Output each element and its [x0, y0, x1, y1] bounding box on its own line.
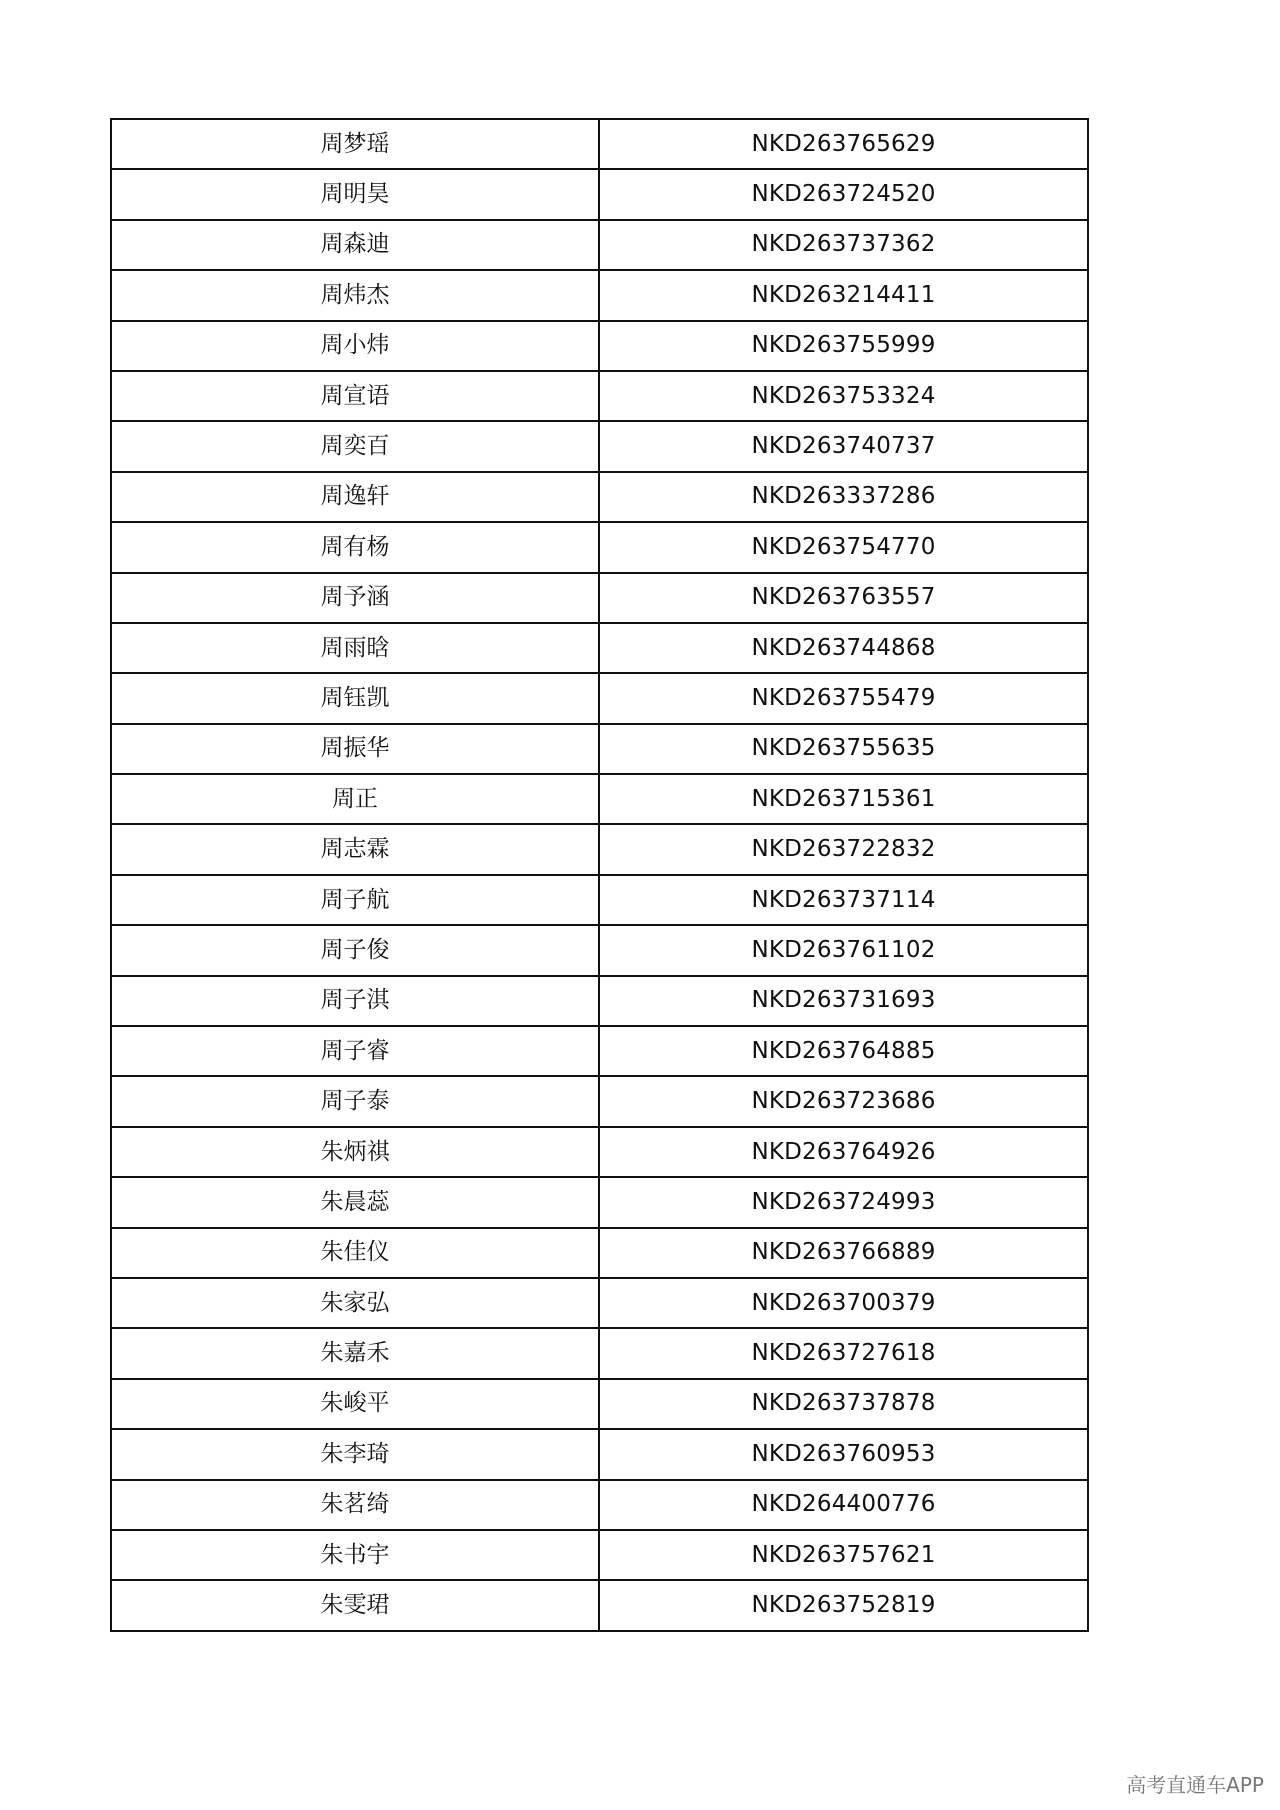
table-row — [111, 270, 1088, 320]
table-row — [111, 1328, 1088, 1378]
student-id-cell: NKD263737114 — [599, 875, 1088, 925]
student-name-cell: 周奕百 — [111, 421, 599, 471]
table-row — [111, 321, 1088, 371]
student-id-cell: NKD263740737 — [599, 421, 1088, 471]
student-name-cell: 周森迪 — [111, 220, 599, 270]
student-id-cell: NKD263724993 — [599, 1177, 1088, 1227]
student-name-cell: 周振华 — [111, 724, 599, 774]
roster-table-body — [111, 119, 1088, 1631]
table-row — [111, 824, 1088, 874]
table-row — [111, 1379, 1088, 1429]
watermark-text: 高考直通车APP — [1126, 1773, 1264, 1797]
student-id-cell: NKD263764885 — [599, 1026, 1088, 1076]
student-name-cell: 周梦瑶 — [111, 119, 599, 169]
student-name-cell: 朱书宇 — [111, 1530, 599, 1580]
student-id-cell: NKD263764926 — [599, 1127, 1088, 1177]
table-row — [111, 724, 1088, 774]
student-name-cell: 朱家弘 — [111, 1278, 599, 1328]
table-row — [111, 1177, 1088, 1227]
student-id-cell: NKD263337286 — [599, 472, 1088, 522]
table-row — [111, 623, 1088, 673]
student-id-cell: NKD263737362 — [599, 220, 1088, 270]
student-name-cell: 周子睿 — [111, 1026, 599, 1076]
student-id-cell: NKD263744868 — [599, 623, 1088, 673]
table-row — [111, 522, 1088, 572]
table-row — [111, 472, 1088, 522]
student-name-cell: 周子泰 — [111, 1076, 599, 1126]
student-id-cell: NKD263755999 — [599, 321, 1088, 371]
student-name-cell: 周宣语 — [111, 371, 599, 421]
student-id-cell: NKD263763557 — [599, 573, 1088, 623]
table-row — [111, 1429, 1088, 1479]
table-row — [111, 421, 1088, 471]
student-id-cell: NKD263760953 — [599, 1429, 1088, 1479]
student-name-cell: 周子俊 — [111, 925, 599, 975]
student-id-cell: NKD263761102 — [599, 925, 1088, 975]
student-id-cell: NKD263723686 — [599, 1076, 1088, 1126]
student-name-cell: 周钰凯 — [111, 673, 599, 723]
student-id-cell: NKD263731693 — [599, 976, 1088, 1026]
table-row — [111, 1530, 1088, 1580]
table-row — [111, 673, 1088, 723]
table-row — [111, 169, 1088, 219]
student-id-cell: NKD263724520 — [599, 169, 1088, 219]
student-name-cell: 周有杨 — [111, 522, 599, 572]
student-name-cell: 周子航 — [111, 875, 599, 925]
table-row — [111, 220, 1088, 270]
student-name-cell: 朱嘉禾 — [111, 1328, 599, 1378]
roster-table — [110, 118, 1089, 1632]
table-row — [111, 1026, 1088, 1076]
student-name-cell: 朱峻平 — [111, 1379, 599, 1429]
student-name-cell: 周志霖 — [111, 824, 599, 874]
student-name-cell: 周炜杰 — [111, 270, 599, 320]
student-name-cell: 周子淇 — [111, 976, 599, 1026]
table-row — [111, 1127, 1088, 1177]
student-name-cell: 朱雯珺 — [111, 1580, 599, 1630]
table-row — [111, 119, 1088, 169]
student-id-cell: NKD263757621 — [599, 1530, 1088, 1580]
student-id-cell: NKD263755479 — [599, 673, 1088, 723]
student-id-cell: NKD263765629 — [599, 119, 1088, 169]
student-name-cell: 周予涵 — [111, 573, 599, 623]
student-name-cell: 周正 — [111, 774, 599, 824]
student-name-cell: 朱炳祺 — [111, 1127, 599, 1177]
table-row — [111, 371, 1088, 421]
student-name-cell: 朱李琦 — [111, 1429, 599, 1479]
student-id-cell: NKD263755635 — [599, 724, 1088, 774]
student-id-cell: NKD264400776 — [599, 1480, 1088, 1530]
student-name-cell: 周雨晗 — [111, 623, 599, 673]
student-name-cell: 周明昊 — [111, 169, 599, 219]
table-row — [111, 875, 1088, 925]
table-row — [111, 1580, 1088, 1630]
student-id-cell: NKD263715361 — [599, 774, 1088, 824]
student-id-cell: NKD263722832 — [599, 824, 1088, 874]
table-row — [111, 573, 1088, 623]
student-id-cell: NKD263214411 — [599, 270, 1088, 320]
student-id-cell: NKD263766889 — [599, 1228, 1088, 1278]
table-row — [111, 976, 1088, 1026]
table-row — [111, 774, 1088, 824]
table-row — [111, 1076, 1088, 1126]
student-name-cell: 周小炜 — [111, 321, 599, 371]
student-id-cell: NKD263754770 — [599, 522, 1088, 572]
student-name-cell: 周逸轩 — [111, 472, 599, 522]
table-row — [111, 1228, 1088, 1278]
table-row — [111, 925, 1088, 975]
student-id-cell: NKD263737878 — [599, 1379, 1088, 1429]
student-id-cell: NKD263752819 — [599, 1580, 1088, 1630]
student-id-cell: NKD263727618 — [599, 1328, 1088, 1378]
student-name-cell: 朱佳仪 — [111, 1228, 599, 1278]
student-name-cell: 朱茗绮 — [111, 1480, 599, 1530]
student-id-cell: NKD263753324 — [599, 371, 1088, 421]
student-name-cell: 朱晨蕊 — [111, 1177, 599, 1227]
table-row — [111, 1278, 1088, 1328]
table-row — [111, 1480, 1088, 1530]
student-id-cell: NKD263700379 — [599, 1278, 1088, 1328]
